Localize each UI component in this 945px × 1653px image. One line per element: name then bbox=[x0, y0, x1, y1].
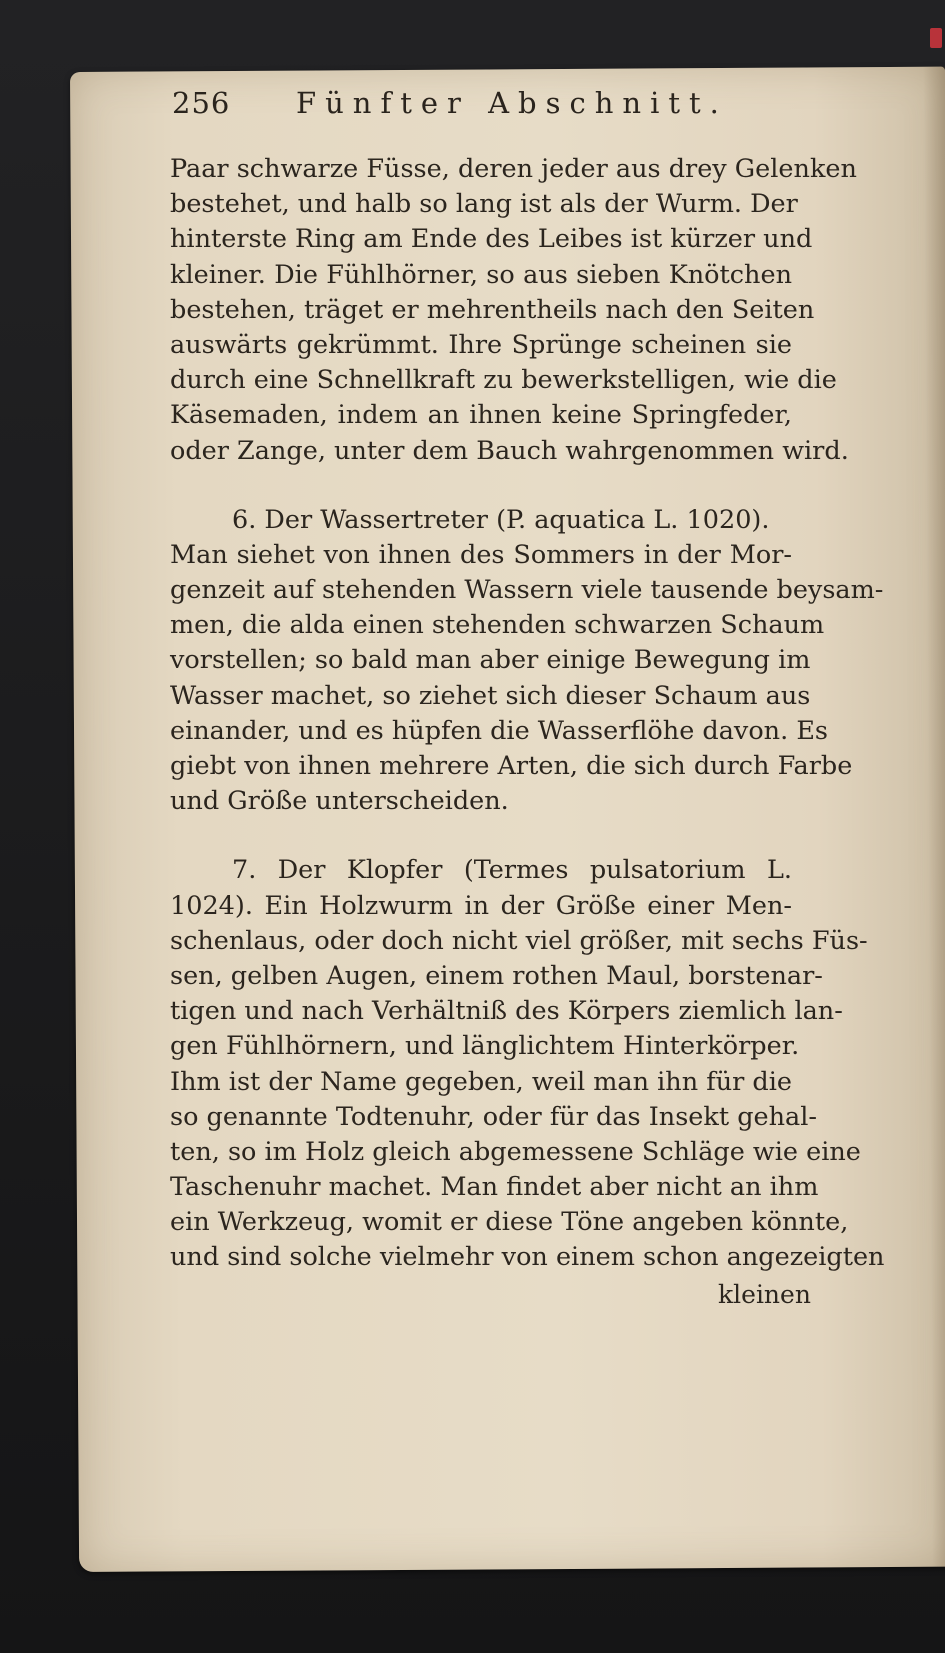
paragraph-gap bbox=[170, 469, 792, 503]
text-line: hinterste Ring am Ende des Leibes ist kürzer und bbox=[170, 224, 813, 255]
text-line: Man siehet von ihnen des Sommers in der Mor- bbox=[170, 539, 792, 570]
text-line: ein Werkzeug, womit er diese Töne angeben könnte, bbox=[170, 1207, 849, 1238]
text-line: kleiner. Die Fühlhörner, so aus sieben Knötchen bbox=[170, 259, 792, 290]
text-line: vorstellen; so bald man aber einige Bewegung im bbox=[170, 645, 811, 676]
bookmark-tab bbox=[930, 28, 942, 48]
text-line: Wasser machet, so ziehet sich dieser Schaum aus bbox=[170, 680, 811, 711]
text-line: oder Zange, unter dem Bauch wahrgenommen wird. bbox=[170, 435, 849, 466]
page-number: 256 bbox=[172, 86, 231, 120]
text-line: Paar schwarze Füsse, deren jeder aus drey Gelenken bbox=[170, 154, 857, 184]
text-line: Taschenuhr machet. Man findet aber nicht an ihm bbox=[170, 1172, 819, 1203]
body-text bbox=[170, 152, 885, 1276]
text-line: men, die alda einen stehenden schwarzen Schaum bbox=[170, 610, 825, 641]
paragraph-wassertreter bbox=[170, 503, 884, 820]
text-line: ten, so im Holz gleich abgemessene Schläge wie eine bbox=[170, 1136, 861, 1167]
text-line: gen Fühlhörnern, und länglichtem Hinterkörper. bbox=[170, 1031, 800, 1062]
text-line: durch eine Schnellkraft zu bewerkstelligen, wie die bbox=[170, 365, 837, 396]
text-line: sen, gelben Augen, einem rothen Maul, borstenar- bbox=[170, 960, 823, 991]
page-edge-shadow bbox=[923, 67, 945, 1567]
section-heading-line: 7. Der Klopfer (Termes pulsatorium L. bbox=[232, 855, 792, 886]
text-line: auswärts gekrümmt. Ihre Sprünge scheinen sie bbox=[170, 329, 792, 360]
text-line: giebt von ihnen mehrere Arten, die sich durch Farbe bbox=[170, 751, 853, 781]
page-header bbox=[172, 86, 732, 126]
paragraph-klopfer bbox=[170, 853, 885, 1275]
text-line: und Größe unterscheiden. bbox=[170, 786, 509, 817]
section-heading-line: 6. Der Wassertreter (P. aquatica L. 1020). bbox=[232, 504, 770, 535]
text-line: genzeit auf stehenden Wassern viele tausende beysam- bbox=[170, 575, 884, 606]
text-line: tigen und nach Verhältniß des Körpers ziemlich lan- bbox=[170, 996, 843, 1027]
text-line: bestehet, und halb so lang ist als der Wurm. Der bbox=[170, 189, 798, 220]
text-line: Ihm ist der Name gegeben, weil man ihn für die bbox=[170, 1066, 792, 1097]
paragraph-continuation bbox=[170, 152, 857, 469]
running-title: Fünfter Abschnitt. bbox=[296, 86, 728, 120]
text-line: Käsemaden, indem an ihnen keine Springfeder, bbox=[170, 400, 792, 431]
text-line: einander, und es hüpfen die Wasserflöhe davon. Es bbox=[170, 715, 829, 746]
text-line: schenlaus, oder doch nicht viel größer, mit sechs Füs- bbox=[170, 925, 868, 956]
text-line: 1024). Ein Holzwurm in der Größe einer Men- bbox=[170, 890, 792, 921]
paragraph-gap bbox=[170, 819, 792, 853]
text-line: so genannte Todtenuhr, oder für das Insekt gehal- bbox=[170, 1101, 818, 1132]
text-line: und sind solche vielmehr von einem schon angezeigten bbox=[170, 1242, 885, 1273]
text-line: bestehen, träget er mehrentheils nach den Seiten bbox=[170, 294, 815, 325]
catchword: kleinen bbox=[718, 1280, 811, 1309]
